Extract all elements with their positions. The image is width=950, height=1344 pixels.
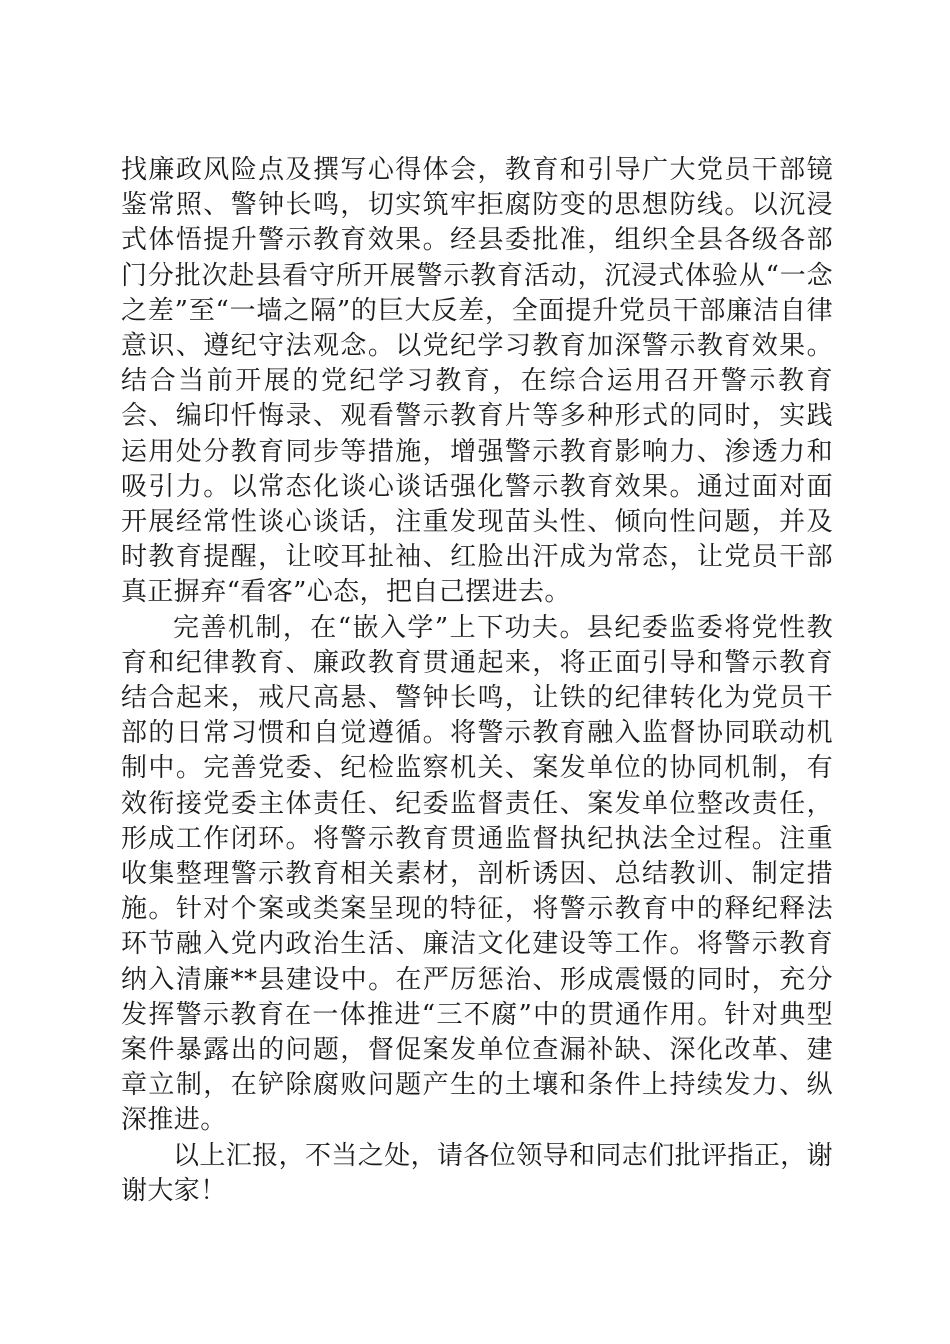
paragraph-mechanism: 完善机制，在“嵌入学”上下功夫。县纪委监委将党性教育和纪律教育、廉政教育贯通起来，将正面引导和警示教育结合起来，戒尺高悬、警钟长鸣，让铁的纪律转化为党员干部的日常习惯和自觉遵循。将警示教育融入监督协同联动机制中。完善党委、纪检监察机关、案发单位的协同机制，有效衔接党委主体责任、纪委监督责任、案发单位整改责任，形成工作闭环。将警示教育贯通监督执纪执法全过程。注重收集整理警示教育相关素材，剖析诱因、总结教训、制定措施。针对个案或类案呈现的特征，将警示教育中的释纪释法环节融入党内政治生活、廉洁文化建设等工作。将警示教育纳入清廉**县建设中。在严厉惩治、形成震慑的同时，充分发挥警示教育在一体推进“三不腐”中的贯通作用。针对典型案件暴露出的问题，督促案发单位查漏补缺、深化改革、建章立制，在铲除腐败问题产生的土壤和条件上持续发力、纵深推进。 — [121, 612, 833, 1136]
paragraph-continuation: 找廉政风险点及撰写心得体会，教育和引导广大党员干部镜鉴常照、警钟长鸣，切实筑牢拒腐防变的思想防线。以沉浸式体悟提升警示教育效果。经县委批准，组织全县各级各部门分批次赴县看守所开展警示教育活动，沉浸式体验从“一念之差”至“一墙之隔”的巨大反差，全面提升党员干部廉洁自律意识、遵纪守法观念。以党纪学习教育加深警示教育效果。结合当前开展的党纪学习教育，在综合运用召开警示教育会、编印忏悔录、观看警示教育片等多种形式的同时，实践运用处分教育同步等措施，增强警示教育影响力、渗透力和吸引力。以常态化谈心谈话强化警示教育效果。通过面对面开展经常性谈心谈话，注重发现苗头性、倾向性问题，并及时教育提醒，让咬耳扯袖、红脸出汗成为常态，让党员干部真正摒弃“看客”心态，把自己摆进去。 — [121, 155, 833, 608]
paragraph-closing: 以上汇报，不当之处，请各位领导和同志们批评指正，谢谢大家！ — [121, 1140, 834, 1206]
document-body — [121, 153, 833, 1209]
